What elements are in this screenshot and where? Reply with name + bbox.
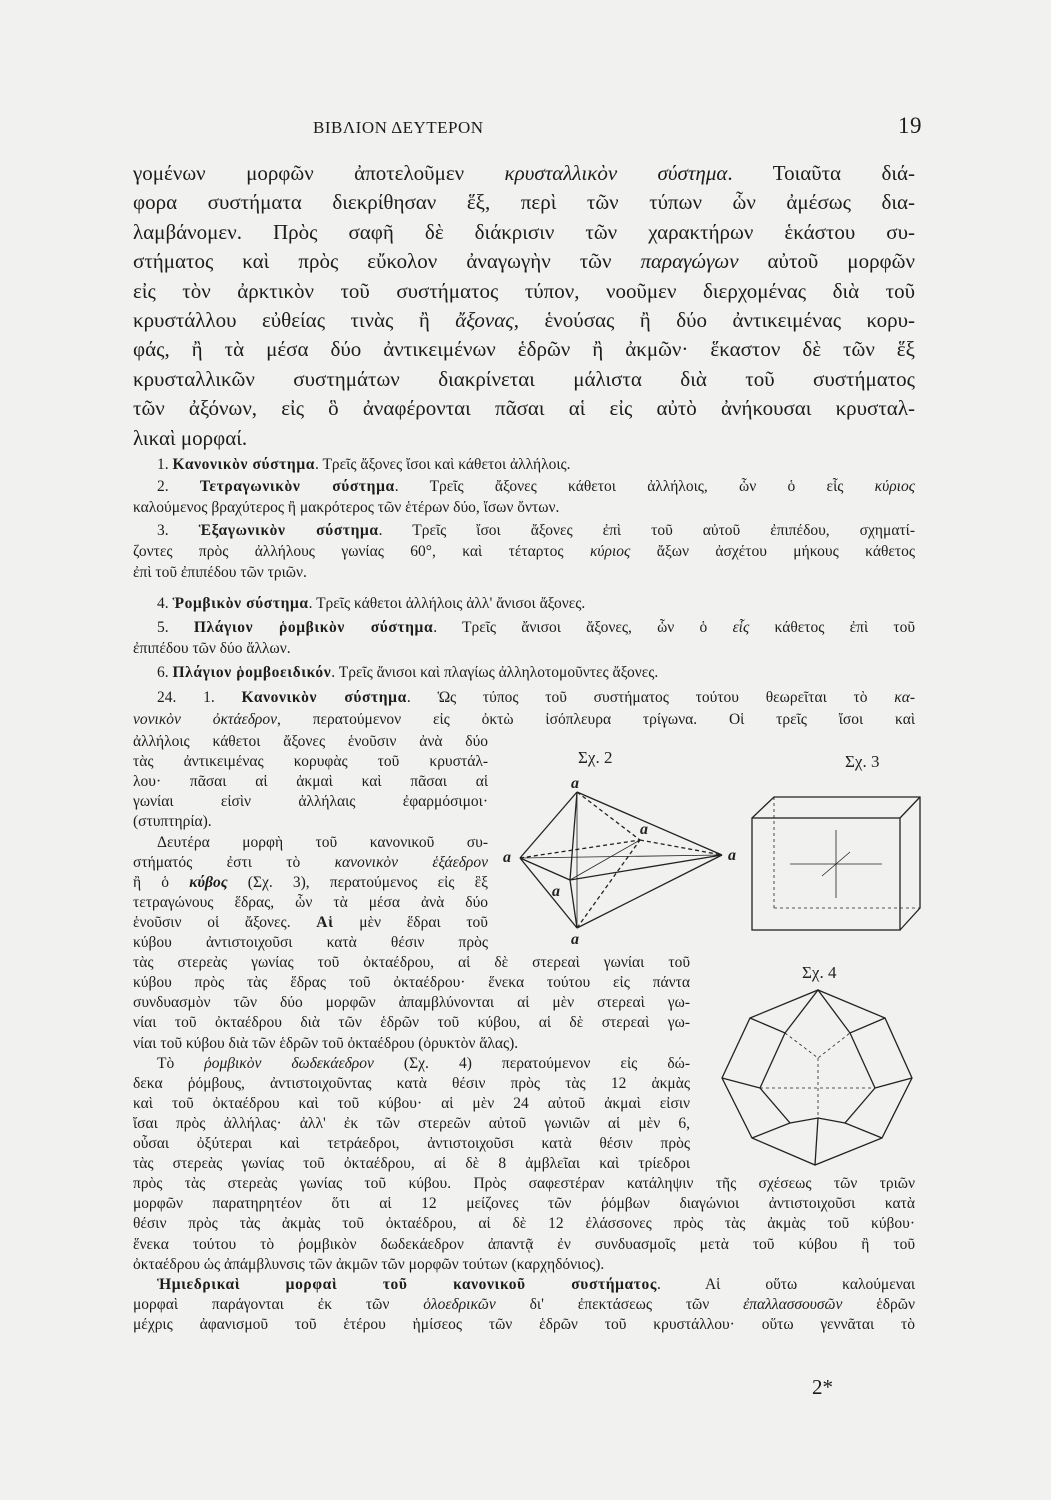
italic-text: κύβος [189, 873, 228, 891]
text-segment: λαμβάνομεν. Πρὸς σαφῆ δὲ διάκρισιν τῶν χαρακτήρων ἑκάστου συ- [133, 219, 915, 244]
text-segment: μέχρις ἀφανισμοῦ τοῦ ἑτέρου ἡμίσεος τῶν ἑδρῶν τοῦ κρυστάλλου· οὕτω γεννᾶται τὸ [133, 1315, 915, 1333]
text-segment: ἄξων ἀσχέτου μήκους κάθετος [630, 543, 916, 560]
text-segment: τὰς στερεὰς γωνίας τοῦ ὀκταέδρου, αἱ δὲ στερεαὶ γωνίαι τοῦ [133, 954, 690, 972]
text-segment: γομένων μορφῶν ἀποτελοῦμεν [133, 161, 505, 185]
text-segment: καλούμενος βραχύτερος ἢ μακρότερος τῶν ἑτέρων δύο, ἴσων ὄντων. [133, 499, 560, 516]
italic-text: κρυσταλλικὸν σύστημα [504, 161, 728, 185]
figure-3-cube [752, 752, 920, 930]
text-segment: μορφῶν παρατηρητέον ὅτι αἱ 12 μείζονες τῶν ῥόμβων διαγώνιοι ἀντιστοιχοῦσι κατὰ [133, 1195, 915, 1213]
italic-text: ὁλοεδρικῶν [423, 1295, 496, 1313]
text-segment: φορα συστήματα διεκρίθησαν ἕξ, περὶ τῶν τύπων ὧν ἀμέσως δια- [133, 190, 915, 215]
text-segment: θέσιν πρὸς τὰς ἀκμὰς τοῦ ὀκταέδρου, αἱ δὲ 12 ἐλάσσονες πρὸς τὰς ἀκμὰς τοῦ κύβου· [133, 1215, 915, 1233]
axis-label-front: a [552, 883, 560, 900]
signature-mark: 2* [812, 1375, 833, 1399]
text-segment: Τὸ [157, 1054, 205, 1072]
text-segment: ὀκταέδρου ὡς ἀπάμβλυνσις τῶν ἀκμῶν τῶν μορφῶν τούτων (καρχηδόνιος). [133, 1255, 605, 1273]
italic-text: ἄξονας [455, 308, 514, 332]
text-segment: ἀλλήλοις κάθετοι ἄξονες ἑνοῦσιν ἀνὰ δύο [133, 733, 488, 750]
text-segment: . Τοιαῦτα διά- [727, 161, 915, 185]
italic-text: νονικὸν ὀκτάεδρον [133, 711, 277, 728]
text-segment: μορφαὶ παράγονται ἐκ τῶν [133, 1295, 424, 1313]
axis-label-top: a [571, 775, 579, 792]
italic-text: ῥομβικὸν δωδεκάεδρον [204, 1054, 374, 1072]
italic-text: κανονικὸν ἑξάεδρον [334, 853, 488, 871]
bold-text: Ῥομβικὸν σύστημα [172, 595, 309, 612]
italic-text: παραγώγων [640, 249, 739, 274]
text-segment: (στυπτηρία). [133, 813, 212, 831]
text-segment: γωνίαι εἰσὶν ἀλλήλαις ἐφαρμόσιμοι· [133, 793, 488, 811]
fig3-label: Σχ. 3 [845, 752, 880, 771]
text-segment: 2. [157, 478, 200, 495]
text-segment: στήματος καὶ πρὸς εὔκολον ἀναγωγὴν τῶν [133, 249, 641, 274]
bold-text: Αἱ [316, 913, 334, 931]
bold-text: Ἑξαγωνικὸν σύστημα [198, 522, 379, 539]
italic-text: κύριος [589, 543, 631, 560]
text-segment: μὲν ἕδραι τοῦ [333, 913, 488, 931]
text-segment: τὰς στερεὰς γωνίας τοῦ ὀκταέδρου, αἱ δὲ 8 ἀμβλεῖαι καὶ τρίεδροι [133, 1155, 690, 1173]
italic-text: ἐπαλλασσουσῶν [743, 1295, 843, 1313]
page-number: 19 [898, 113, 922, 138]
text-segment: ἴσαι πρὸς ἀλλήλας· ἀλλ' ἐκ τῶν στερεῶν αὐτοῦ γωνιῶν αἱ μὲν 6, [133, 1114, 690, 1132]
text-segment: φάς, ἢ τὰ μέσα δύο ἀντικειμένων ἑδρῶν ἢ ἀκμῶν· ἕκαστον δὲ τῶν ἕξ [133, 337, 915, 362]
text-segment: ἢ ὁ [133, 873, 190, 891]
text-segment: συνδυασμὸν τῶν δύο μορφῶν ἀπαμβλύνονται αἱ μὲν στερεαὶ γω- [133, 994, 690, 1012]
text-segment: 5. [157, 619, 194, 636]
bold-text: Πλάγιον ῥομβοειδικόν [172, 664, 332, 681]
axis-label-bottom: a [571, 931, 579, 948]
text-segment: 6. [157, 664, 173, 681]
text-segment: . Τρεῖς ἄνισοι ἄξονες, ὧν ὁ [433, 619, 733, 636]
running-head: ΒΙΒΛΙΟΝ ΔΕΥΤΕΡΟΝ [313, 118, 484, 137]
text-segment: Δευτέρα μορφὴ τοῦ κανονικοῦ συ- [157, 833, 488, 851]
text-segment: ζοντες πρὸς ἀλλήλους γωνίας 60°, καὶ τέταρτος [133, 543, 590, 560]
italic-text: κα- [894, 689, 916, 706]
text-segment: ἐπιπέδου τῶν δύο ἄλλων. [133, 640, 291, 657]
text-segment: 3. [157, 522, 199, 539]
bold-text: Ἡμιεδρικαὶ μορφαὶ τοῦ κανονικοῦ συστήματος [157, 1275, 657, 1293]
fig4-label: Σχ. 4 [802, 963, 837, 982]
text-segment: (Σχ. 4) περατούμενον εἰς δώ- [373, 1054, 690, 1072]
italic-text: κύριος [874, 478, 915, 495]
text-segment: κύβου πρὸς τὰς ἕδρας τοῦ ὀκταέδρου· ἕνεκα τούτου εἰς πάντα [133, 974, 690, 992]
bold-text: Πλάγιον ῥομβικὸν σύστημα [193, 619, 434, 636]
bold-text: Τετραγωνικὸν σύστημα [199, 478, 395, 495]
text-segment: νίαι τοῦ ὀκταέδρου διὰ τῶν ἑδρῶν τοῦ κύβου, αἱ δὲ στερεαὶ γω- [133, 1014, 690, 1032]
figure-4-rhombic-dodecahedron [722, 963, 912, 1165]
text-segment: 4. [157, 595, 173, 612]
axis-label-left: a [503, 849, 511, 866]
text-segment: . Τρεῖς κάθετοι ἀλλήλοις ἀλλ' ἄνισοι ἄξονες. [308, 595, 586, 612]
text-segment: . Ὡς τύπος τοῦ συστήματος τούτου θεωρεῖται τὸ [406, 689, 895, 706]
italic-text: εἷς [732, 619, 750, 636]
text-segment: δι' ἐπεκτάσεως τῶν [495, 1295, 744, 1313]
bold-text: Κανονικὸν σύστημα [172, 456, 315, 473]
text-segment: στήματός ἐστι τὸ [133, 853, 335, 871]
text-segment: οὖσαι ὀξύτεραι καὶ τετράεδροι, ἀντιστοιχοῦσι κατὰ θέσιν πρὸς [133, 1135, 690, 1152]
text-segment: , περατούμενον εἰς ὀκτὼ ἰσόπλευρα τρίγωνα. Οἱ τρεῖς ἴσοι καὶ [276, 711, 916, 728]
text-segment: , ἑνούσας ἢ δύο ἀντικειμένας κορυ- [513, 308, 915, 332]
text-segment: τετραγώνους ἕδρας, ὧν τὰ μέσα ἀνὰ δύο [133, 893, 488, 911]
text-segment: τῶν ἀξόνων, εἰς ὃ ἀναφέρονται πᾶσαι αἱ εἰς αὐτὸ ἀνήκουσαι κρυσταλ- [133, 396, 915, 421]
text-segment: κρυσταλλικῶν συστημάτων διακρίνεται μάλιστα διὰ τοῦ συστήματος [133, 366, 915, 391]
fig2-label: Σχ. 2 [578, 748, 613, 767]
text-segment: εἰς τὸν ἀρκτικὸν τοῦ συστήματος τύπον, νοοῦμεν διερχομένας διὰ τοῦ [133, 278, 915, 303]
text-segment: τὰς ἀντικειμένας κορυφὰς τοῦ κρυστάλ- [133, 753, 488, 771]
text-segment: νίαι τοῦ κύβου διὰ τῶν ἑδρῶν τοῦ ὀκταέδρου (ὀρυκτὸν ἅλας). [133, 1034, 519, 1052]
text-segment: αὐτοῦ μορφῶν [738, 249, 915, 274]
text-segment: . Αἱ οὕτω καλούμεναι [657, 1275, 916, 1293]
text-segment: . Τρεῖς ἄνισοι καὶ πλαγίως ἀλληλοτομοῦντες ἄξονες. [331, 664, 659, 681]
text-segment: ἐπὶ τοῦ ἐπιπέδου τῶν τριῶν. [133, 564, 307, 581]
text-segment: 24. 1. [157, 689, 242, 706]
text-segment: ἑνοῦσιν οἱ ἄξονες. [133, 913, 317, 931]
axis-label-back: a [640, 821, 648, 838]
text-segment: . Τρεῖς ἴσοι ἄξονες ἐπὶ τοῦ αὐτοῦ ἐπιπέδου, σχηματί- [378, 522, 916, 539]
text-segment: κρυστάλλου εὐθείας τινὰς ἢ [133, 308, 456, 332]
text-segment: λικαὶ μορφαί. [133, 425, 248, 450]
axis-label-right: a [728, 847, 736, 864]
text-segment: κάθετος ἐπὶ τοῦ [749, 619, 916, 636]
bold-text: Κανονικὸν σύστημα [241, 689, 407, 706]
text-segment: . Τρεῖς ἄξονες κάθετοι ἀλλήλοις, ὧν ὁ εἷς [394, 478, 875, 495]
text-segment: . Τρεῖς ἄξονες ἴσοι καὶ κάθετοι ἀλλήλοις. [314, 456, 571, 473]
figure-2-octahedron [503, 748, 736, 948]
text-segment: καὶ τοῦ ὀκταέδρου καὶ τοῦ κύβου· αἱ μὲν 24 αὐτοῦ ἀκμαὶ εἰσιν [133, 1094, 690, 1112]
text-segment: πρὸς τὰς στερεὰς γωνίας τοῦ κύβου. Πρὸς σαφεστέραν κατάληψιν τῆς σχέσεως τῶν τριῶν [133, 1175, 915, 1193]
text-segment: κύβου ἀντιστοιχοῦσι κατὰ θέσιν πρὸς [133, 934, 488, 951]
text-segment: δεκα ῥόμβους, ἀντιστοιχοῦντας κατὰ θέσιν πρὸς τὰς 12 ἀκμὰς [133, 1074, 690, 1092]
text-segment: ἕνεκα τούτου τὸ ῥομβικὸν δωδεκάεδρον ἀπαντᾷ ἐν συνδυασμοῖς μετὰ τοῦ κύβου ἢ τοῦ [133, 1235, 915, 1253]
text-segment: ἑδρῶν [842, 1295, 915, 1313]
text-segment: λου· πᾶσαι αἱ ἀκμαὶ καὶ πᾶσαι αἱ [133, 773, 488, 791]
text-segment: (Σχ. 3), περατούμενος εἰς ἓξ [227, 873, 488, 891]
text-segment: 1. [157, 456, 173, 473]
